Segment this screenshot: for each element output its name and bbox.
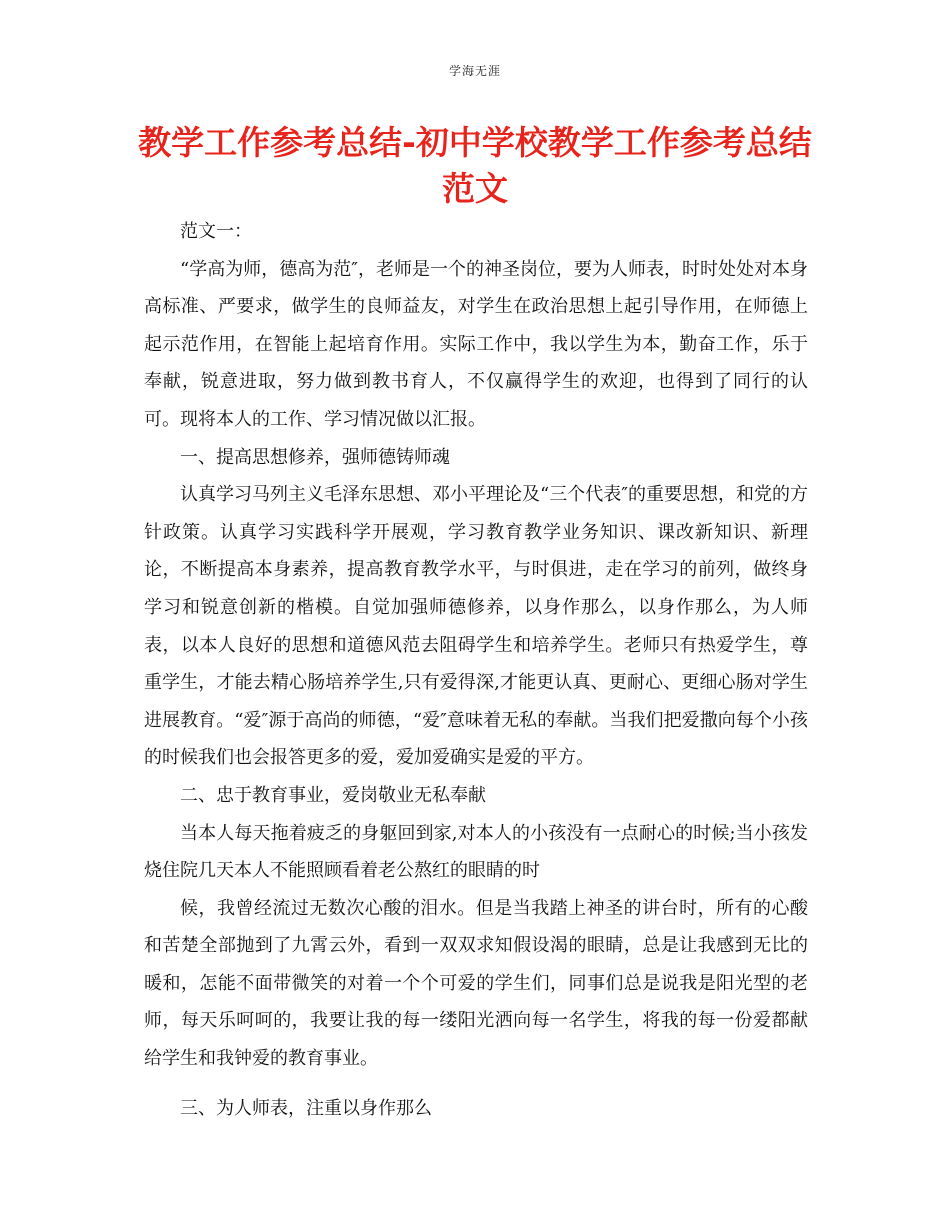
section-heading-3: 三、为人师表，注重以身作那么 bbox=[180, 1097, 432, 1119]
section-heading-2: 二、忠于教育事业，爱岗敬业无私奉献 bbox=[180, 784, 486, 806]
page-header: 学海无涯 bbox=[448, 64, 501, 78]
section-heading-1: 一、提高思想修养，强师德铸师魂 bbox=[180, 446, 450, 468]
document-title: 教学工作参考总结-初中学校教学工作参考总结范文 bbox=[138, 123, 812, 208]
paragraph-label: 范文一： bbox=[180, 221, 252, 242]
paragraph-intro: “学高为师，德高为范″，老师是一个的神圣岗位，要为人师表，时时处处对本身高标准、严要求，做学生的良师益友，对学生在政治思想上起引导作用，在师德上起示范作用，在智能上起培育作用。实际工作中，我以学生为本，勤奋工作，乐于奉献，锐意进取，努力做到教书育人，不仅赢得学生的欢迎，也得到了同行的认可。现将本人的工作、学习情况做以汇报。 bbox=[144, 258, 808, 430]
paragraph-section-2b: 候，我曾经流过无数次心酸的泪水。但是当我踏上神圣的讲台时，所有的心酸和苦楚全部抛到了九霄云外，看到一双双求知假设渴的眼睛，总是让我感到无比的暖和，怎能不面带微笑的对着一个个可爱的学生们，同事们总是说我是阳光型的老师，每天乐呵呵的，我要让我的每一缕阳光洒向每一名学生，将我的每一份爱都献给学生和我钟爱的教育事业。 bbox=[144, 897, 808, 1070]
paragraph-section-2a: 当本人每天拖着疲乏的身躯回到家,对本人的小孩没有一点耐心的时候;当小孩发烧住院几天本人不能照顾看着老公熬红的眼睛的时 bbox=[144, 822, 808, 882]
document-body bbox=[144, 213, 808, 1127]
paragraph-section-1: 认真学习马列主义毛泽东思想、邓小平理论及“三个代表″的重要思想，和党的方针政策。认真学习实践科学开展观，学习教育教学业务知识、课改新知识、新理论，不断提高本身素养，提高教育教学水平，与时俱进，走在学习的前列，做终身学习和锐意创新的楷模。自觉加强师德修养，以身作那么，以身作那么，为人师表，以本人良好的思想和道德风范去阻碍学生和培养学生。老师只有热爱学生，尊重学生，才能去精心肠培养学生,只有爱得深,才能更认真、更耐心、更细心肠对学生进展教育。“爱″源于高尚的师德，“爱″意味着无私的奉献。当我们把爱撒向每个小孩的时候我们也会报答更多的爱，爱加爱确实是爱的平方。 bbox=[144, 484, 808, 769]
